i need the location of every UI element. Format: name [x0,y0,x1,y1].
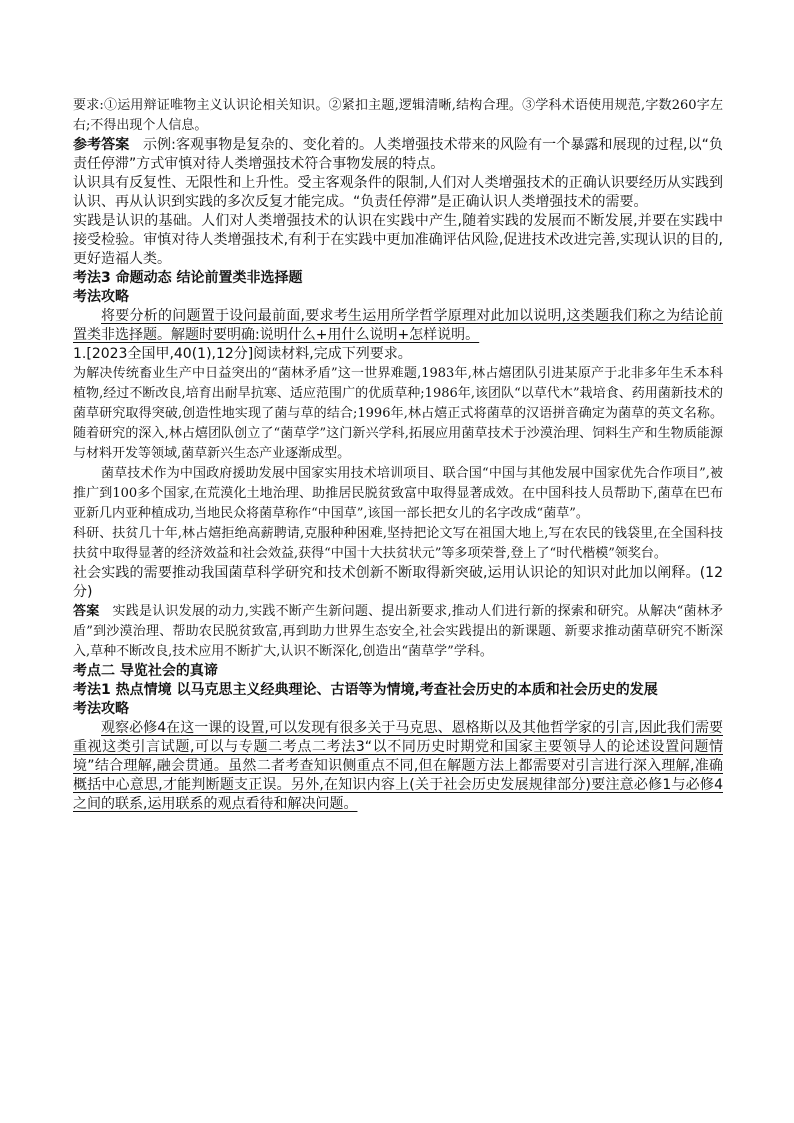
strategy-label-2: 考法攻略 [73,701,129,717]
method-3-title: 考法3 命题动态 结论前置类非选择题 [73,270,303,286]
strategy-text-2-content: 观察必修4在这一课的设置,可以发现有很多关于马克思、恩格斯以及其他哲学家的引言,因此我们需要重视这类引言试题,可以与专题二考点二考法3“以不同历史时期党和国家主要领导人的论述设置问题情境”结合理解,融会贯通。虽然二者考查知识侧重点不同,但在解题方法上都需要对引言进行深入理解,准确概括中心意思,才能判断题支正误。另外,在知识内容上(关于社会历史发展规律部分)要注意必修1与必修4之间的联系,运用联系的观点看待和解决问题。 [73,720,723,812]
method-1-title: 考法1 热点情境 以马克思主义经典理论、古语等为情境,考查社会历史的本质和社会历史的发展 [73,682,658,698]
answer-label: 答案 [73,604,100,619]
point-2-title: 考点二 导览社会的真谛 [73,663,218,679]
document-page [73,96,723,814]
material-para-3: 科研、扶贫几十年,林占熺拒绝高薪聘请,克服种种困难,坚持把论文写在祖国大地上,写在农民的钱袋里,在全国科技扶贫中取得显著的经济效益和社会效益,获得“中国十大扶贫状元”等多项荣誉,登上了“时代楷模”领奖台。 [73,526,723,561]
material-para-1: 为解决传统畜业生产中日益突出的“菌林矛盾”这一世界难题,1983年,林占熺团队引进某原产于北非多年生禾本科植物,经过不断改良,培育出耐旱抗寒、适应范围广的优质草种;1986年,该团队“以草代木”栽培食、药用菌新技术的菌草研究取得突破,创造性地实现了菌与草的结合;1996年,林占熺正式将菌草的汉语拼音确定为菌草的英文名称。随着研究的深入,林占熺团队创立了“菌草学”这门新兴学科,拓展应用菌草技术于沙漠治理、饲料生产和生物质能源与材料开发等领域,菌草新兴生态产业逐渐成型。 [73,366,723,461]
answer-text: 实践是认识发展的动力,实践不断产生新问题、提出新要求,推动人们进行新的探索和研究。从解决“菌林矛盾”到沙漠治理、帮助农民脱贫致富,再到助力世界生态安全,社会实践提出的新课题、新要求推动菌草研究不断深入,草种不断改良,技术应用不断扩大,认识不断深化,创造出“菌草学”学科。 [73,604,723,659]
strategy-text-1 [73,307,723,345]
reference-answer-text-1: 示例:客观事物是复杂的、变化着的。人类增强技术带来的风险有一个暴露和展现的过程,以“负责任停滞”方式审慎对待人类增强技术符合事物发展的特点。 [73,137,724,172]
strategy-text-1-content: 将要分析的问题置于设问最前面,要求考生运用所学哲学原理对此加以说明,这类题我们称之为结论前置类非选择题。解题时要明确:说明什么+用什么说明+怎样说明。 [73,308,723,343]
question-1-ask: 社会实践的需要推动我国菌草科学研究和技术创新不断取得新突破,运用认识论的知识对此加以阐释。(12分) [73,565,723,600]
strategy-label-1: 考法攻略 [73,289,129,305]
question-1-heading: 1.[2023全国甲,40(1),12分]阅读材料,完成下列要求。 [73,346,412,362]
answer-para [73,602,723,662]
requirement-text: 要求:①运用辩证唯物主义认识论相关知识。②紧扣主题,逻辑清晰,结构合理。③学科术语使用规范,字数260字左右;不得出现个人信息。 [73,98,723,133]
reference-answer-label: 参考答案 [73,137,130,153]
strategy-text-2 [73,719,723,814]
material-para-2: 菌草技术作为中国政府援助发展中国家实用技术培训项目、联合国“中国与其他发展中国家优先合作项目”,被推广到100多个国家,在荒漠化土地治理、助推居民脱贫致富中取得显著成效。在中国科技人员帮助下,菌草在巴布亚新几内亚种植成功,当地民众将菌草称作“中国草”,该国一部长把女儿的名字改成“菌草”。 [73,466,723,521]
reference-answer-para-1 [73,136,723,174]
reference-answer-para-3: 实践是认识的基础。人们对人类增强技术的认识在实践中产生,随着实践的发展而不断发展,并要在实践中接受检验。审慎对待人类增强技术,有利于在实践中更加准确评估风险,促进技术改进完善,实现认识的目的,更好造福人类。 [73,213,723,267]
reference-answer-para-2: 认识具有反复性、无限性和上升性。受主客观条件的限制,人们对人类增强技术的正确认识要经历从实践到认识、再从认识到实践的多次反复才能完成。“负责任停滞”是正确认识人类增强技术的需要。 [73,175,723,210]
